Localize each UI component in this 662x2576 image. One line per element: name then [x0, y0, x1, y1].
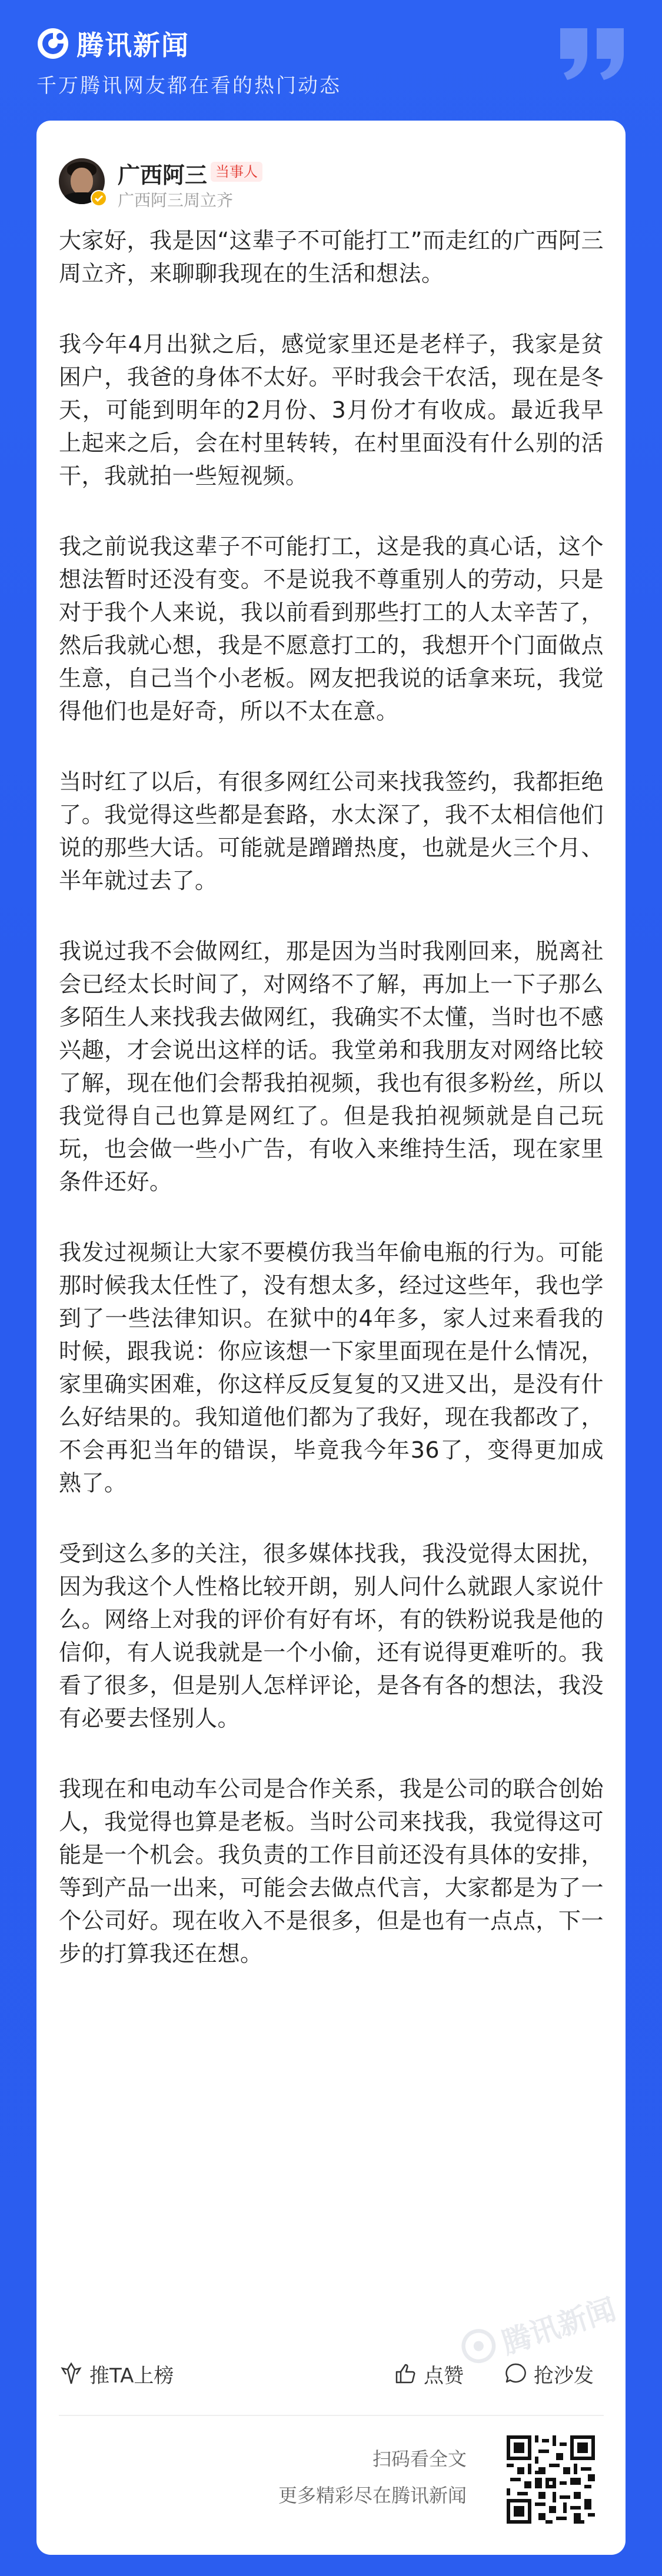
tagline: 千万腾讯网友都在看的热门动态: [36, 74, 341, 98]
watermark-text: 腾讯新闻: [497, 2291, 620, 2361]
article-body: [59, 224, 604, 2008]
article-card: [36, 121, 626, 2555]
author-badge: 当事人: [211, 162, 262, 182]
app-logo: [36, 26, 189, 61]
article-paragraph: 我现在和电动车公司是合作关系，我是公司的联合创始人，我觉得也算是老板。当时公司来找我，我觉得这可能是一个机会。我负责的工作目前还没有具体的安排，等到产品一出来，可能会去做点代言，大家都是为了一个公司好。现在收入不是很多，但是也有一点点，下一步的打算我还在想。: [59, 1776, 604, 1967]
author-name[interactable]: 广西阿三: [118, 162, 208, 188]
author-subtitle: 广西阿三周立齐: [118, 191, 234, 210]
action-bar: [36, 2347, 626, 2400]
divider: [59, 2415, 604, 2416]
promote-button[interactable]: [59, 2359, 174, 2388]
promote-label: 推TA上榜: [89, 2364, 174, 2388]
like-button[interactable]: [393, 2359, 464, 2388]
scan-text: 扫码看全文: [372, 2448, 467, 2470]
article-paragraph: 受到这么多的关注，很多媒体找我，我没觉得太困扰，因为我这个人性格比较开朗，别人问什么就跟人家说什么。网络上对我的评价有好有坏，有的铁粉说我是他的信仰，有人说我就是一个小偷，还有说得更难听的。我看了很多，但是别人怎样评论，是各有各的想法，我没有必要去怪别人。: [59, 1541, 604, 1731]
promote-icon: [59, 2361, 84, 2386]
like-label: 点赞: [424, 2364, 464, 2388]
article-paragraph: 我今年4月出狱之后，感觉家里还是老样子，我家是贫困户，我爸的身体不太好。平时我会干农活，现在是冬天，可能到明年的2月份、3月份才有收成。最近我早上起来之后，会在村里转转，在村里面没有什么别的活干，我就拍一些短视频。: [59, 331, 604, 489]
comment-label: 抢沙发: [534, 2364, 594, 2388]
qr-code[interactable]: [507, 2435, 595, 2524]
quote-mark-icon: [558, 24, 628, 82]
article-paragraph: 当时红了以后，有很多网红公司来找我签约，我都拒绝了。我觉得这些都是套路，水太深了，我不太相信他们说的那些大话。可能就是蹭蹭热度，也就是火三个月、半年就过去了。: [59, 769, 604, 894]
comment-icon: [503, 2361, 528, 2386]
header: [0, 0, 662, 118]
verified-badge-icon: [91, 190, 107, 206]
article-paragraph: 大家好，我是因“这辈子不可能打工”而走红的广西阿三周立齐，来聊聊我现在的生活和想法。: [59, 228, 604, 286]
article-paragraph: 我发过视频让大家不要模仿我当年偷电瓶的行为。可能那时候我太任性了，没有想太多，经过这些年，我也学到了一些法律知识。在狱中的4年多，家人过来看我的时候，跟我说：你应该想一下家里面现在是什么情况，家里确实困难，你这样反反复复的又进又出，是没有什么好结果的。我知道他们都为了我好，现在我都改了，不会再犯当年的错误，毕竟我今年36了，变得更加成熟了。: [59, 1239, 604, 1496]
more-text: 更多精彩尽在腾讯新闻: [278, 2484, 467, 2507]
thumbs-up-icon: [393, 2361, 418, 2386]
comment-button[interactable]: [503, 2359, 594, 2388]
article-paragraph: 我说过我不会做网红，那是因为当时我刚回来，脱离社会已经太长时间了，对网络不了解，再加上一下子那么多陌生人来找我去做网红，我确实不太懂，当时也不感兴趣，才会说出这样的话。我堂弟和我朋友对网络比较了解，现在他们会帮我拍视频，我也有很多粉丝，所以我觉得自己也算是网红了。但是我拍视频就是自己玩玩，也会做一些小广告，有收入来维持生活，现在家里条件还好。: [59, 938, 604, 1195]
tencent-news-logo-icon: [36, 27, 69, 60]
article-paragraph: 我之前说我这辈子不可能打工，这是我的真心话，这个想法暂时还没有变。不是说我不尊重别人的劳动，只是对于我个人来说，我以前看到那些打工的人太辛苦了，然后我就心想，我是不愿意打工的，我想开个门面做点生意，自己当个小老板。网友把我说的话拿来玩，我觉得他们也是好奇，所以不太在意。: [59, 534, 604, 724]
app-name: 腾讯新闻: [76, 29, 189, 61]
